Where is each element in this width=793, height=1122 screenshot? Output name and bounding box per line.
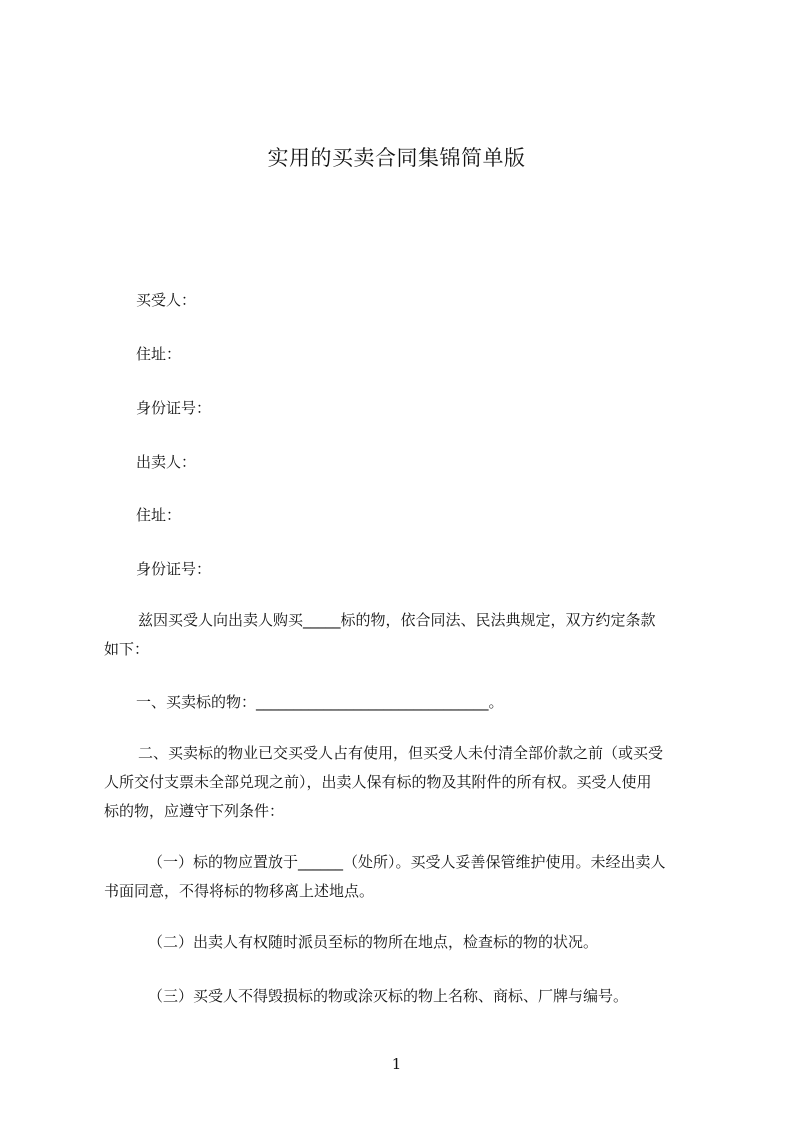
sub-clause-2: （二）出卖人有权随时派员至标的物所在地点，检查标的物的状况。 [148, 933, 599, 951]
seller-address-field: 住址： [136, 506, 182, 524]
buyer-address-field: 住址： [136, 345, 182, 363]
buyer-id-field: 身份证号： [136, 399, 212, 417]
buyer-field: 买受人： [136, 291, 197, 309]
seller-id-field: 身份证号： [136, 560, 212, 578]
clause-1: 一、买卖标的物：_______________________________。 [136, 693, 504, 711]
page-number: 1 [391, 1055, 402, 1073]
sub-clause-3: （三）买受人不得毁损标的物或涂灭标的物上名称、商标、厂牌与编号。 [148, 987, 629, 1005]
intro-line-1: 兹因买受人向出卖人购买_____标的物，依合同法、民法典规定，双方约定条款 [138, 611, 656, 629]
clause-2-line-3: 标的物，应遵守下列条件： [104, 802, 285, 820]
sub-clause-1-line-1: （一）标的物应置放于______（处所）。买受人妥善保管维护使用。未经出卖人 [148, 853, 666, 871]
document-title: 实用的买卖合同集锦简单版 [267, 146, 526, 170]
sub-clause-1-line-2: 书面同意，不得将标的物移离上述地点。 [104, 882, 375, 900]
intro-line-2: 如下： [104, 640, 150, 658]
clause-2-line-2: 人所交付支票未全部兑现之前），出卖人保有标的物及其附件的所有权。买受人使用 [104, 773, 652, 791]
seller-field: 出卖人： [136, 453, 197, 471]
clause-2-line-1: 二、买卖标的物业已交买受人占有使用，但买受人未付清全部价款之前（或买受 [138, 744, 664, 762]
